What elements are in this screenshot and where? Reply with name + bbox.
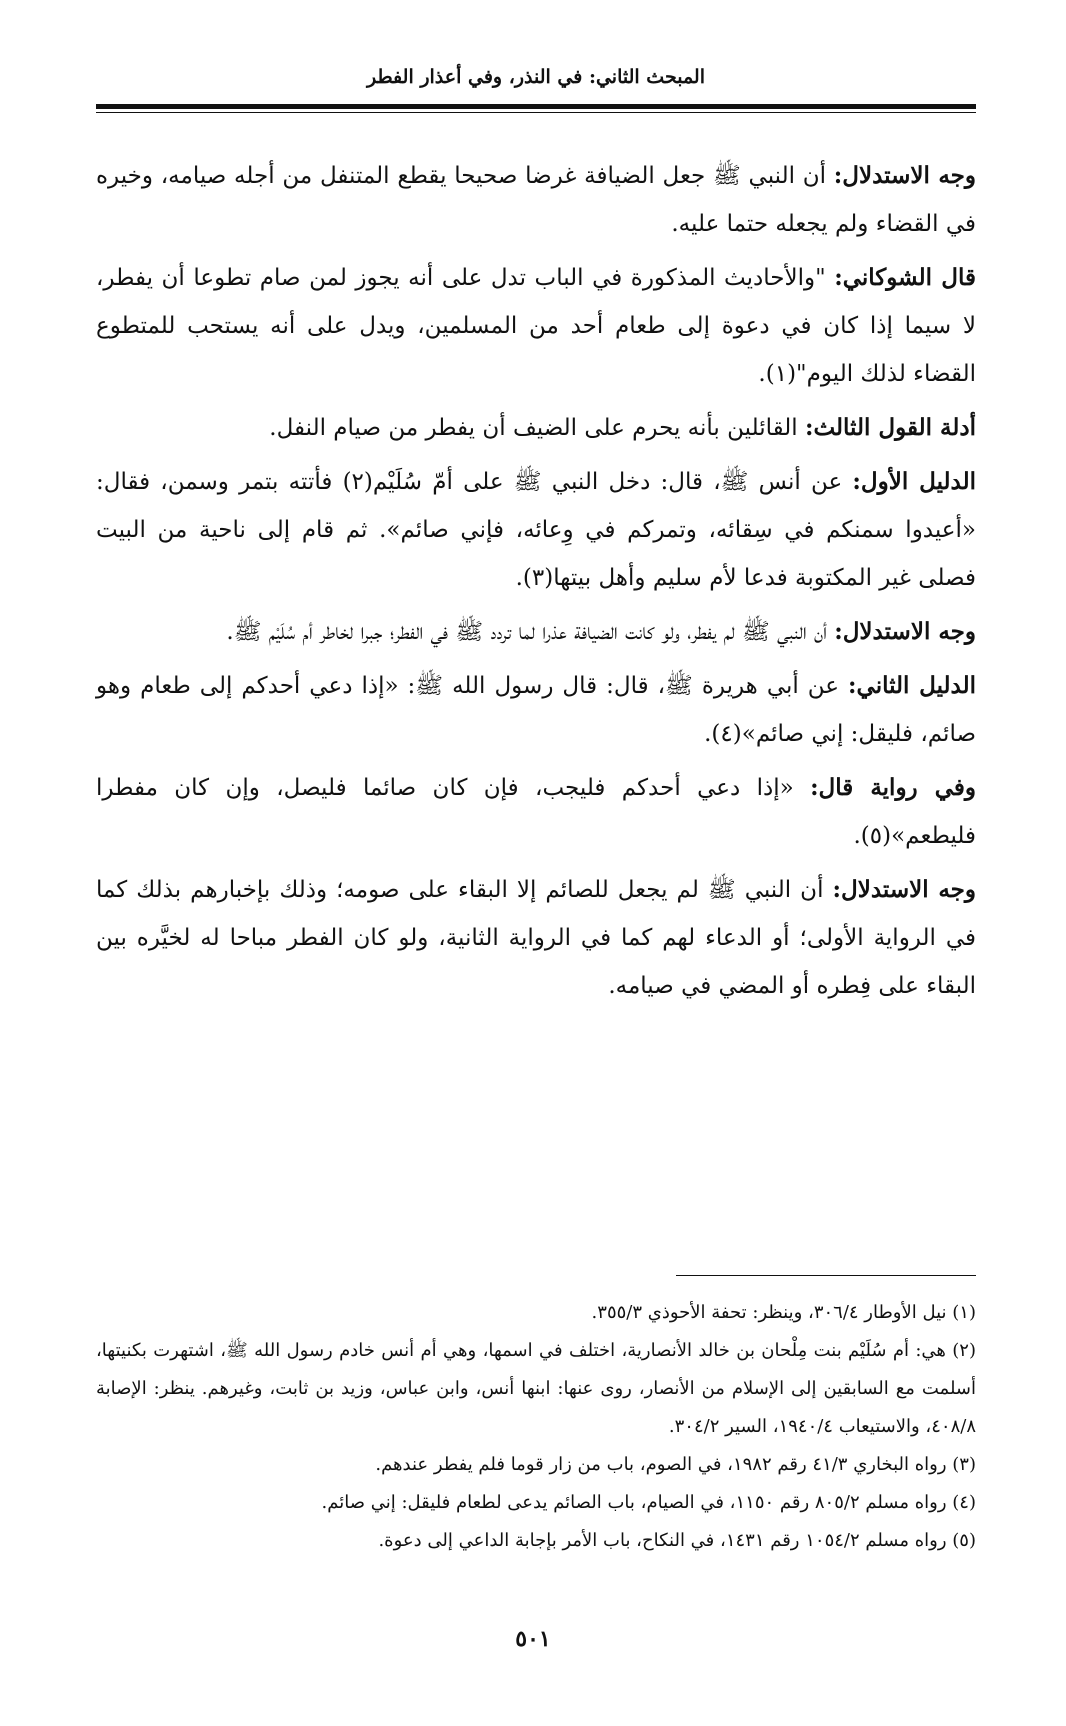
- footnote: (١) نيل الأوطار ٣٠٦/٤، وينظر: تحفة الأحوذي ٣٥٥/٣.: [591, 1302, 976, 1323]
- running-header: المبحث الثاني: في النذر، وفي أعذار الفطر: [366, 66, 705, 88]
- paragraph: [96, 254, 976, 398]
- paragraph: [96, 458, 976, 602]
- paragraph: [96, 764, 976, 860]
- paragraph: [96, 662, 976, 758]
- footnote: (٢) هي: أم سُلَيْم بنت مِلْحان بن خالد الأنصارية، اختلف في اسمها، وهي أم أنس خادم رسول الله ﷺ، اشتهرت بكنيتها، أسلمت مع السابقين إلى الإسلام من الأنصار، روى عنها: ابنها أنس، وابن عباس، وزيد بن ثابت، وغيرهم. ينظر: الإصابة ٤٠٨/٨، والاستيعاب ١٩٤٠/٤، السير ٣٠٤/٢.: [96, 1340, 976, 1437]
- paragraph-label: الدليل الأول:: [852, 468, 976, 495]
- paragraph-label: وجه الاستدلال:: [834, 618, 976, 645]
- paragraph: [96, 608, 976, 656]
- paragraph-label: وجه الاستدلال:: [832, 876, 976, 903]
- paragraph-label: وفي رواية قال:: [810, 774, 976, 801]
- header-rule-thick: [96, 104, 976, 109]
- paragraph-text: أن النبي ﷺ جعل الضيافة غرضا صحيحا يقطع المتنفل من أجله صيامه، وخيره في القضاء ولم يجعله حتما عليه.: [96, 163, 976, 237]
- paragraph: [96, 152, 976, 248]
- paragraph-text: أن النبي ﷺ لم يجعل للصائم إلا البقاء على صومه؛ وذلك بإخبارهم بذلك كما في الرواية الأولى؛ أو الدعاء لهم كما في الرواية الثانية، ولو كان الفطر مباحا له لخيَّره بين البقاء على فِطره أو المضي في صيامه.: [96, 877, 976, 999]
- paragraph-label: وجه الاستدلال:: [833, 162, 976, 189]
- paragraph-text: عن أبي هريرة ﷺ، قال: قال رسول الله ﷺ: «إذا دعي أحدكم إلى طعام وهو صائم، فليقل: إني صائم»(٤).: [96, 673, 976, 747]
- body-text: [96, 152, 976, 1016]
- footnote: (٤) رواه مسلم ٨٠٥/٢ رقم ١١٥٠، في الصيام، باب الصائم يدعى لطعام فليقل: إني صائم.: [321, 1492, 976, 1513]
- paragraph-text: القائلين بأنه يحرم على الضيف أن يفطر من صيام النفل.: [269, 415, 805, 441]
- paragraph-label: قال الشوكاني:: [834, 264, 976, 291]
- paragraph-label: أدلة القول الثالث:: [804, 414, 976, 441]
- header-rule-thin: [96, 112, 976, 113]
- page-number: ٥٠١: [515, 1626, 551, 1652]
- footnote: (٣) رواه البخاري ٤١/٣ رقم ١٩٨٢، في الصوم، باب من زار قوما فلم يفطر عندهم.: [375, 1454, 976, 1475]
- paragraph: [96, 866, 976, 1010]
- footnotes: [96, 1294, 976, 1560]
- paragraph-label: الدليل الثاني:: [848, 672, 976, 699]
- footnote: (٥) رواه مسلم ١٠٥٤/٢ رقم ١٤٣١، في النكاح، باب الأمر بإجابة الداعي إلى دعوة.: [378, 1530, 976, 1551]
- paragraph-text: «إذا دعي أحدكم فليجب، فإن كان صائما فليصل، وإن كان مفطرا فليطعم»(٥).: [96, 775, 976, 849]
- paragraph-text: "والأحاديث المذكورة في الباب تدل على أنه يجوز لمن صام تطوعا أن يفطر، لا سيما إذا كان في دعوة إلى طعام أحد من المسلمين، ويدل على أنه يستحب للمتطوع القضاء لذلك اليوم"(١).: [96, 265, 976, 387]
- paragraph-text: أن النبي ﷺ لم يفطر، ولو كانت الضيافة عذرا لما تردد ﷺ في الفطر؛ جبرا لخاطر أم سُلَيْم ﷺ.: [226, 619, 835, 645]
- paragraph: [96, 404, 976, 452]
- footnote-separator: [676, 1275, 976, 1276]
- paragraph-text: عن أنس ﷺ، قال: دخل النبي ﷺ على أمّ سُلَيْم(٢) فأتته بتمر وسمن، فقال: «أعيدوا سمنكم في سِقائه، وتمركم في وِعائه، فإني صائم». ثم قام إلى ناحية من البيت فصلى غير المكتوبة فدعا لأم سليم وأهل بيتها(٣).: [96, 469, 976, 591]
